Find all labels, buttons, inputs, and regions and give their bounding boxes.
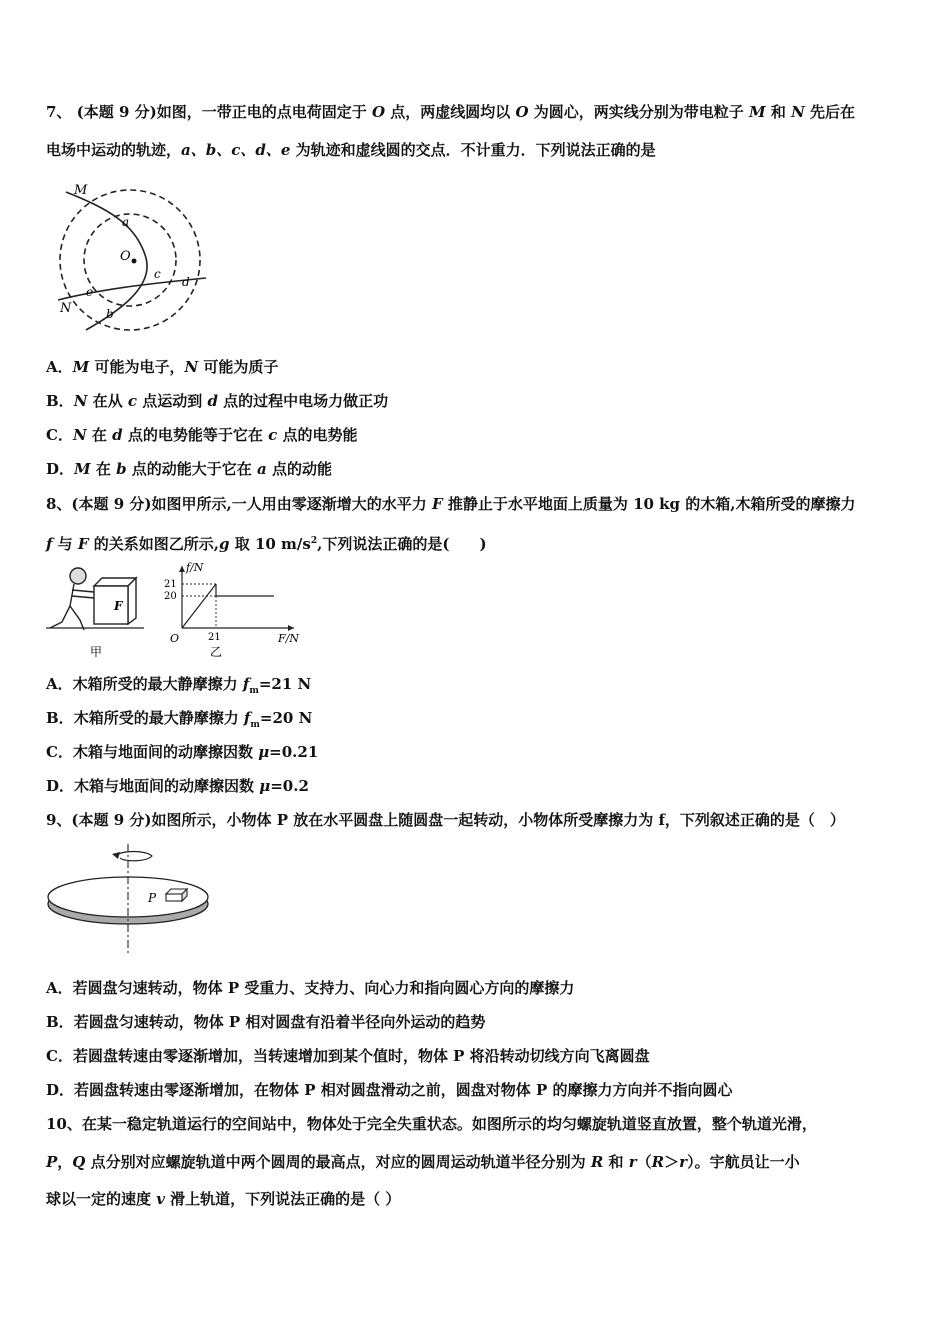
q8-stem-line1: 8、(本题 9 分)如图甲所示,一人用由零逐渐增大的水平力 F 推静止于水平地面上质量为 10 kg 的木箱,木箱所受的摩擦力 [46,495,856,513]
q7-option-b[interactable]: B．N 在从 c 点运动到 d 点的过程中电场力做正功 [46,392,389,410]
q10-stem-line1: 10、在某一稳定轨道运行的空间站中，物体处于完全失重状态。如图所示的均匀螺旋轨道竖直放置，整个轨道光滑， [46,1115,817,1133]
svg-text:N: N [60,301,72,316]
svg-text:f/N: f/N [186,562,204,574]
q8-option-d[interactable]: D．木箱与地面间的动摩擦因数 μ=0.2 [46,777,309,795]
q9-option-b[interactable]: B．若圆盘匀速转动，物体 P 相对圆盘有沿着半径向外运动的趋势 [46,1013,486,1031]
q7-stem-line1: 7、 (本题 9 分)如图，一带正电的点电荷固定于 O 点，两虚线圆均以 O 为圆心，两实线分别为带电粒子 M 和 N 先后在 [46,103,856,121]
svg-text:乙: 乙 [210,645,223,659]
q7-stem-line2: 电场中运动的轨迹，a、b、c、d、e 为轨迹和虚线圆的交点．不计重力．下列说法正确的是 [46,141,656,159]
svg-text:b: b [106,307,114,321]
svg-text:甲: 甲 [90,645,103,659]
q10-stem-line2: P，Q 点分别对应螺旋轨道中两个圆周的最高点，对应的圆周运动轨道半径分别为 R 和 r（R＞r）。宇航员让一小 [46,1153,800,1171]
svg-text:F/N: F/N [278,632,299,645]
svg-text:21: 21 [164,579,177,590]
svg-text:F: F [114,599,123,613]
q7-option-c[interactable]: C．N 在 d 点的电势能等于它在 c 点的电势能 [46,426,358,444]
svg-text:O: O [120,249,131,264]
q9-option-a[interactable]: A．若圆盘匀速转动，物体 P 受重力、支持力、向心力和指向圆心方向的摩擦力 [46,979,575,997]
svg-text:21: 21 [208,632,221,643]
q8-option-c[interactable]: C．木箱与地面间的动摩擦因数 μ=0.21 [46,743,319,761]
q8-option-a[interactable]: A．木箱所受的最大静摩擦力 $f_m=21$ N [46,675,312,696]
person-icon [50,568,94,630]
svg-text:M: M [74,183,88,198]
q10-stem-line3: 球以一定的速度 v 滑上轨道，下列说法正确的是（ ） [46,1190,401,1208]
svg-text:P: P [148,891,157,905]
svg-text:d: d [182,275,190,289]
q8-figure [44,562,314,662]
svg-text:a: a [122,215,130,229]
q7-option-a[interactable]: A．M 可能为电子，N 可能为质子 [46,358,279,376]
q9-option-c[interactable]: C．若圆盘转速由零逐渐增加，当转速增加到某个值时，物体 P 将沿转动切线方向飞离圆盘 [46,1047,650,1065]
q8-option-b[interactable]: B．木箱所受的最大静摩擦力 $f_m=20$ N [46,709,313,730]
small-block-shape [166,889,187,901]
q9-option-d[interactable]: D．若圆盘转速由零逐渐增加，在物体 P 相对圆盘滑动之前，圆盘对物体 P 的摩擦力方向并不指向圆心 [46,1081,733,1099]
rotation-arrow-icon [116,852,152,861]
q7-option-d[interactable]: D．M 在 b 点的动能大于它在 a 点的动能 [46,460,332,478]
q9-stem: 9、(本题 9 分)如图所示，小物体 P 放在水平圆盘上随圆盘一起转动，小物体所受摩擦力为 f，下列叙述正确的是（ ） [46,811,845,829]
svg-text:e: e [86,285,94,299]
q8-stem-line2: f 与 F 的关系如图乙所示,g 取 10 $m/s^2$,下列说法正确的是( ) [46,535,487,553]
svg-text:O: O [170,632,180,645]
q9-figure [46,842,216,957]
svg-text:20: 20 [164,591,177,602]
svg-text:c: c [154,267,161,281]
q7-figure [46,178,216,340]
